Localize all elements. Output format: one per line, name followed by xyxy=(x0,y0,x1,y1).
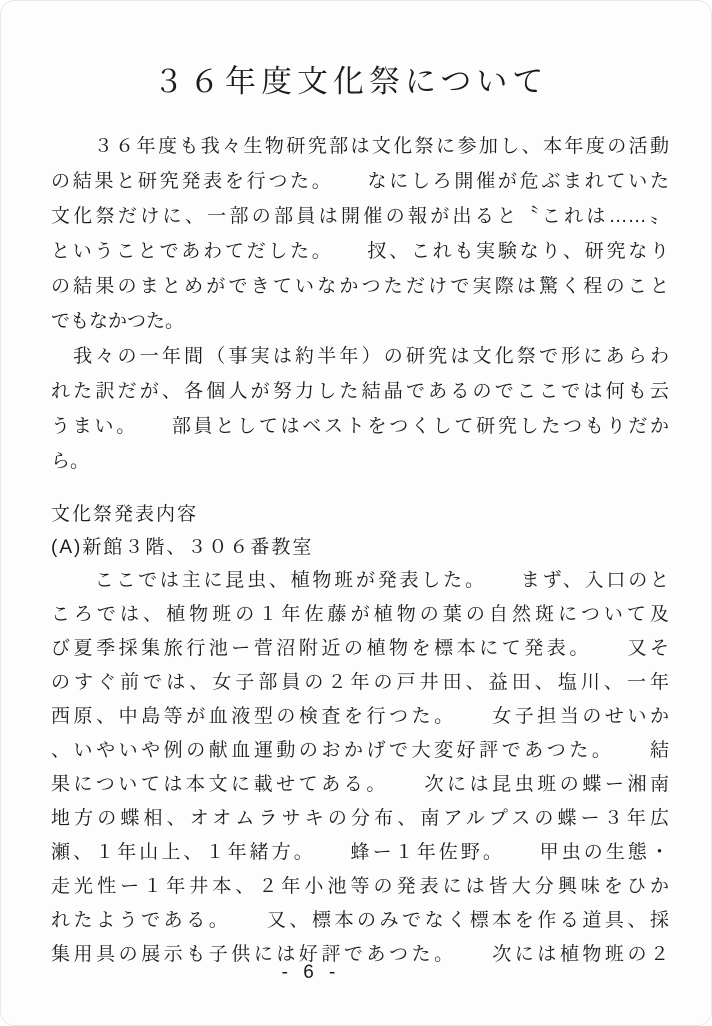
text-line: ということであわてだした。 扠、これも実験なり、研究なり xyxy=(51,241,669,262)
text-line: ３６年度も我々生物研究部は文化祭に参加し、本年度の活動 xyxy=(51,136,669,157)
text-line: の結果と研究発表を行つた。 なにしろ開催が危ぶまれていた xyxy=(51,171,669,192)
section-subheading: (A)新館３階、３０６番教室 xyxy=(51,537,314,558)
text-line: れた訳だが、各個人が努力した結晶であるのでここでは何も云 xyxy=(51,381,669,402)
text-line: 地方の蝶相、オオムラサキの分布、南アルプスの蝶ー３年広 xyxy=(51,808,669,829)
second-paragraph xyxy=(51,339,669,479)
text-line: び夏季採集旅行池ー菅沼附近の植物を標本にて発表。 又そ xyxy=(51,638,669,659)
text-line: 文化祭だけに、一部の部員は開催の報が出ると〝これは……〟 xyxy=(51,206,669,227)
text-line: 西原、中島等が血液型の検査を行つた。 女子担当のせいか xyxy=(51,706,669,727)
intro-paragraph xyxy=(51,129,669,339)
text-line: でもなかつた。 xyxy=(51,311,185,332)
text-line: の結果のまとめができていなかつただけで実際は驚く程のこと xyxy=(51,276,669,297)
text-line: ら。 xyxy=(51,451,90,472)
text-line: 我々の一年間（事実は約半年）の研究は文化祭で形にあらわ xyxy=(51,346,669,367)
text-line: 果については本文に載せてある。 次には昆虫班の蝶ー湘南 xyxy=(51,774,669,795)
section-heading: 文化祭発表内容 xyxy=(51,504,199,525)
text-line: うまい。 部員としてはベストをつくして研究したつもりだか xyxy=(51,416,669,437)
text-line: ここでは主に昆虫、植物班が発表した。 まず、入口のと xyxy=(51,570,669,591)
page-number: - 6 - xyxy=(281,962,341,983)
text-line: 瀬、１年山上、１年緒方。 蜂ー１年佐野。 甲虫の生態・ xyxy=(51,842,669,863)
text-line: 走光性ー１年井本、２年小池等の発表には皆大分興味をひか xyxy=(51,876,669,897)
text-line: ころでは、植物班の１年佐藤が植物の葉の自然斑について及 xyxy=(51,604,669,625)
section-body xyxy=(51,564,669,972)
text-line: のすぐ前では、女子部員の２年の戸井田、益田、塩川、一年 xyxy=(51,672,669,693)
text-line: れたようである。 又、標本のみでなく標本を作る道具、採 xyxy=(51,910,669,931)
text-line: 、いやいや例の献血運動のおかげで大変好評であつた。 結 xyxy=(51,740,669,761)
page-title: ３６年度文化祭について xyxy=(153,64,549,99)
text-line: 集用具の展示も子供には好評であつた。 次には植物班の２ xyxy=(51,944,669,965)
